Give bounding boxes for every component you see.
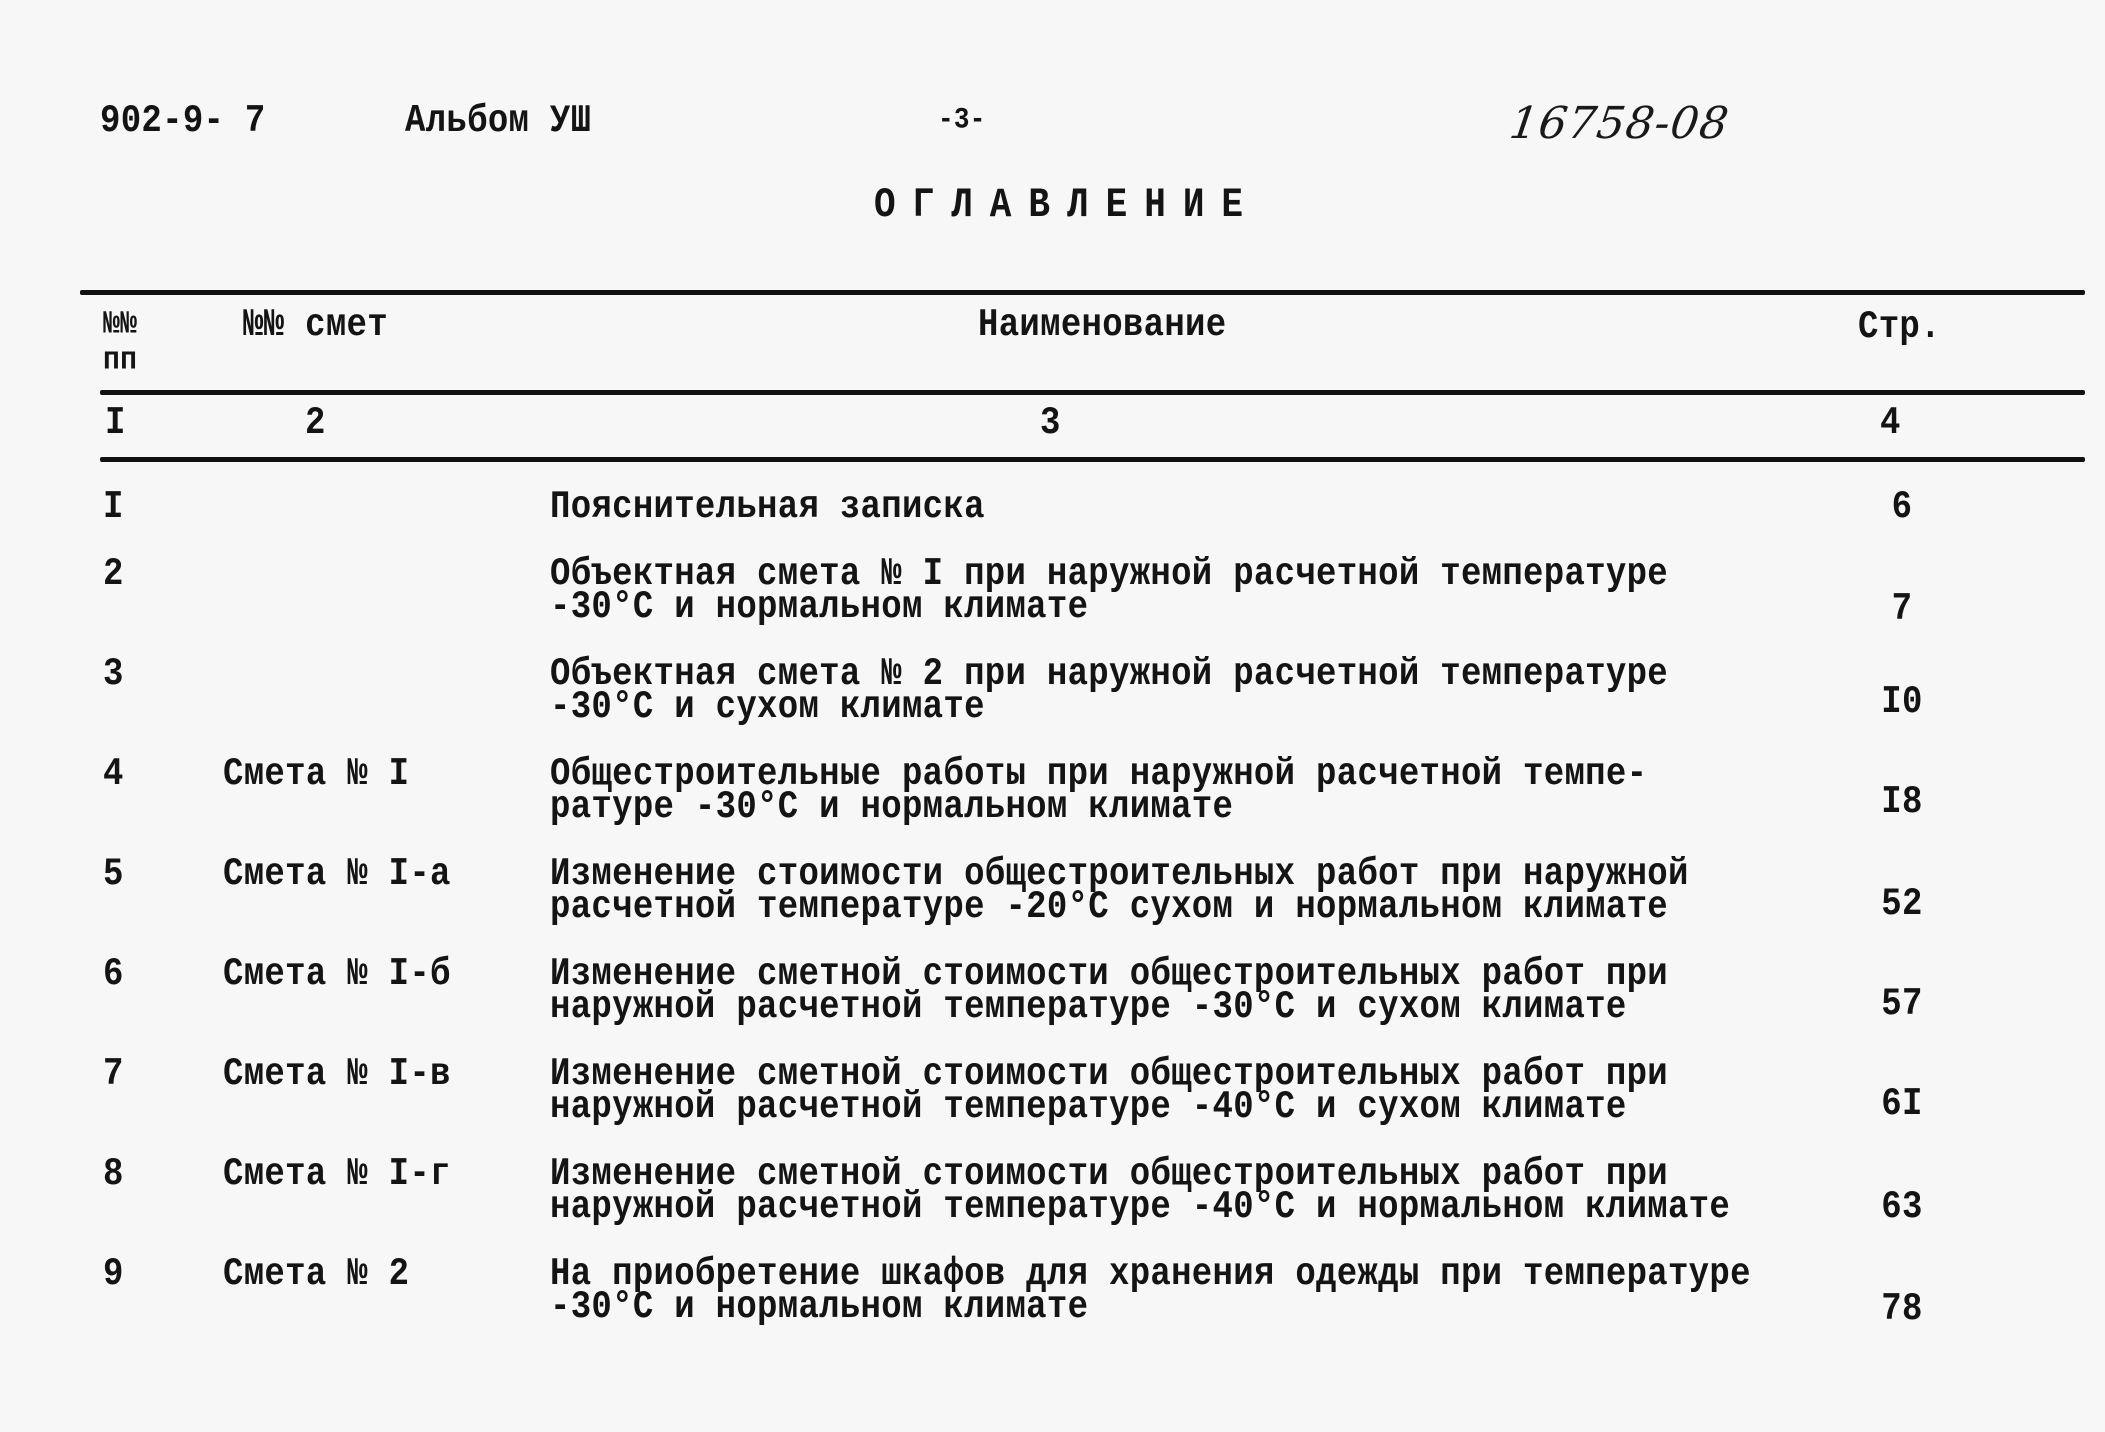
row-estimate: Смета № I — [223, 752, 410, 797]
row-estimate: Смета № I-г — [223, 1152, 451, 1197]
row-name-line1: Изменение сметной стоимости общестроительных работ при — [550, 1052, 1668, 1097]
row-page: 78 — [1881, 1287, 1923, 1332]
row-name-line1: Объектная смета № I при наружной расчетной температуре — [550, 552, 1668, 597]
row-name-line1: Изменение сметной стоимости общестроительных работ при — [550, 952, 1668, 997]
document-code: 902-9- 7 — [100, 99, 266, 144]
row-number: 3 — [103, 652, 124, 697]
col-number-4: 4 — [1880, 401, 1901, 446]
row-number: 7 — [103, 1052, 124, 1097]
row-estimate: Смета № 2 — [223, 1252, 410, 1297]
row-name-line2: -30°С и нормальном климате — [550, 585, 1089, 630]
row-name-line2: наружной расчетной температуре -40°С и нормальном климате — [550, 1185, 1731, 1230]
table-header-rule — [100, 390, 2085, 395]
row-number: 9 — [103, 1252, 124, 1297]
row-page: 7 — [1891, 587, 1913, 632]
row-name-line2: -30°С и сухом климате — [550, 685, 985, 730]
row-name-line1: Общестроительные работы при наружной расчетной темпе- — [550, 752, 1648, 797]
handwritten-number: 16758-08 — [1506, 98, 1733, 149]
row-number: 2 — [103, 552, 124, 597]
col-number-3: 3 — [1040, 401, 1061, 446]
page-title: ОГЛАВЛЕНИЕ — [874, 181, 1261, 229]
row-name-line1: Изменение сметной стоимости общестроительных работ при — [550, 1152, 1668, 1197]
row-name-line2: наружной расчетной температуре -30°С и сухом климате — [550, 985, 1627, 1030]
row-page: 57 — [1881, 982, 1923, 1027]
row-page: 6 — [1891, 485, 1913, 530]
row-name-line2: расчетной температуре -20°С сухом и нормальном климате — [550, 885, 1668, 930]
row-estimate: Смета № I-б — [223, 952, 451, 997]
row-name-line2: ратуре -30°С и нормальном климате — [550, 785, 1234, 830]
row-number: 4 — [103, 752, 124, 797]
row-estimate: Смета № I-а — [223, 852, 451, 897]
col-header-item-number-sub: пп — [103, 343, 138, 379]
row-estimate: Смета № I-в — [223, 1052, 451, 1097]
row-name-line2: -30°С и нормальном климате — [550, 1285, 1089, 1330]
row-name-line2: наружной расчетной температуре -40°С и сухом климате — [550, 1085, 1627, 1130]
row-page: 6I — [1881, 1082, 1923, 1127]
col-header-estimate-number: №№ смет — [243, 303, 388, 348]
album-label: Альбом УШ — [405, 99, 592, 144]
row-name-line1: Объектная смета № 2 при наружной расчетной температуре — [550, 652, 1668, 697]
col-number-1: I — [105, 401, 126, 446]
col-header-item-number: №№ — [103, 307, 138, 343]
col-header-name: Наименование — [978, 303, 1227, 348]
row-number: I — [103, 485, 124, 530]
table-top-rule — [80, 290, 2085, 295]
table-numbers-rule — [100, 457, 2085, 462]
row-number: 5 — [103, 852, 124, 897]
row-name-line1: На приобретение шкафов для хранения одежды при температуре — [550, 1252, 1751, 1297]
row-page: 63 — [1881, 1185, 1923, 1230]
page-number: -3- — [938, 102, 986, 137]
row-name-line1: Пояснительная записка — [550, 485, 985, 530]
col-header-page: Стр. — [1858, 305, 1941, 350]
row-page: I8 — [1881, 780, 1923, 825]
row-number: 8 — [103, 1152, 124, 1197]
col-number-2: 2 — [305, 401, 326, 446]
row-page: I0 — [1881, 680, 1923, 725]
row-number: 6 — [103, 952, 124, 997]
row-page: 52 — [1881, 882, 1923, 927]
row-name-line1: Изменение стоимости общестроительных работ при наружной — [550, 852, 1689, 897]
